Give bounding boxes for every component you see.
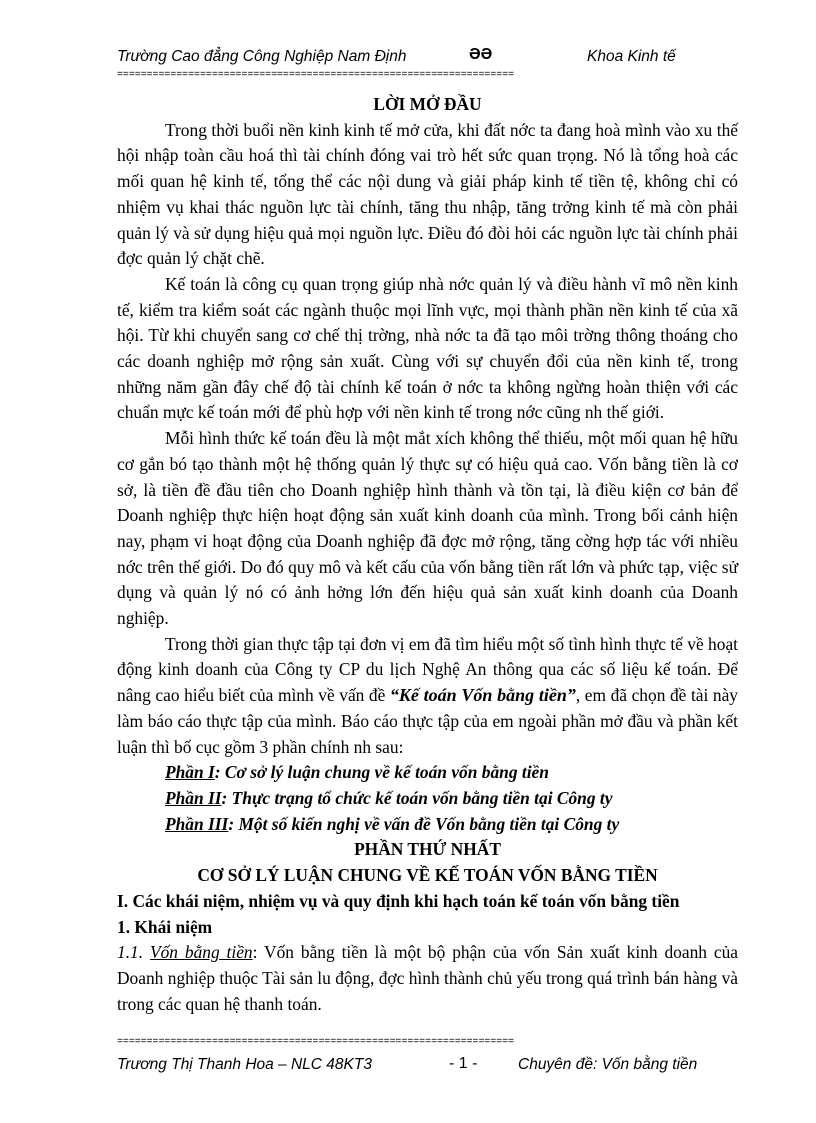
page-title: LỜI MỞ ĐẦU [373, 94, 482, 114]
page-footer [117, 1056, 717, 1078]
part-title: PHẦN THỨ NHẤT [354, 839, 501, 860]
subsection-heading: 1. Khái niệm [117, 916, 213, 937]
footer-topic: Chuyên đề: Vốn bằng tiền [518, 1056, 698, 1073]
header-department: Khoa Kinh tế [587, 48, 676, 65]
paragraph-3: Mỗi hình thức kế toán đều là một mắt xích không thể thiếu, một mối quan hệ hữu cơ gắn bó tạo thành một hệ thống quản lý thực sự có hiệu quả cao. Vốn bằng tiền là cơ sở, là tiền đề đầu tiên cho Doanh nghiệp hình thành và tồn tại, là điều kiện cơ bản để Doanh nghiệp thực hiện hoạt động sản xuất kinh doanh của mình. Trong bối cảnh hiện nay, phạm vi hoạt động của Doanh nghiệp đã đợc mở rộng, tăng cờng hợp tác với nhiều nớc trên thế giới. Do đó quy mô và kết cấu của vốn bằng tiền rất lớn và phức tạp, việc sử dụng và quản lý nó có ảnh hởng lớn đến hiệu quả sản xuất kinh doanh của Doanh nghiệp. [117, 428, 738, 629]
definition-term: Vốn bằng tiền [149, 942, 253, 963]
part-1: Phần I: Cơ sở lý luận chung về kế toán vốn bằng tiền [165, 762, 549, 783]
topic-emphasis: “Kế toán Vốn bằng tiền” [389, 685, 576, 706]
header-rule: =================================================================== [117, 70, 515, 80]
header-logo-icon: ƏƏ [469, 46, 493, 63]
footer-author: Trương Thị Thanh Hoa – NLC 48KT3 [117, 1056, 372, 1073]
part-3: Phần III: Một số kiến nghị về vấn đề Vốn bằng tiền tại Công ty [165, 813, 620, 834]
paragraph-1: Trong thời buổi nền kinh kinh tế mở cửa, khi đất nớc ta đang hoà mình vào xu thế hội nhập toàn cầu hoá thì tài chính đóng vai trò hết sức quan trọng. Nó là tổng hoà các mối quan hệ kinh tế, tổng thể các nội dung và giải pháp kinh tế tiền tệ, không chỉ có nhiệm vụ khai thác nguồn lực tài chính, tăng thu nhập, tăng trởng kinh tế mà còn phải quản lý và sử dụng hiệu quả mọi nguồn lực. Điều đó đòi hỏi các nguồn lực tài chính phải đợc quản lý chặt chẽ. [117, 119, 738, 269]
page-header [117, 48, 717, 70]
paragraph-2: Kế toán là công cụ quan trọng giúp nhà nớc quản lý và điều hành vĩ mô nền kinh tế, kiểm tra kiểm soát các ngành thuộc mọi lĩnh vực, mọi thành phần nền kinh tế của xã hội. Từ khi chuyển sang cơ chế thị trờng, nhà nớc ta đã tạo môi trờng thông thoáng cho các doanh nghiệp mở rộng sản xuất. Cùng với sự chuyển đổi của nền kinh tế, trong những năm gần đây chế độ tài chính kế toán ở nớc ta không ngừng hoàn thiện với các chuẩn mực kế toán mới để phù hợp với nền kinh tế trong nớc cũng nh thế giới. [117, 273, 738, 423]
part-2: Phần II: Thực trạng tổ chức kế toán vốn bằng tiền tại Công ty [165, 787, 613, 808]
definition-paragraph: 1.1. Vốn bằng tiền: Vốn bằng tiền là một bộ phận của vốn Sản xuất kinh doanh của Doanh nghiệp thuộc Tài sản lu động, đợc hình thành chủ yếu trong quá trình bán hàng và trong các quan hệ thanh toán. [117, 942, 738, 1014]
footer-rule: =================================================================== [117, 1037, 515, 1047]
paragraph-4: Trong thời gian thực tập tại đơn vị em đã tìm hiểu một số tình hình thực tế về hoạt động kinh doanh của Công ty CP du lịch Nghệ An thông qua các số liệu kế toán. Để nâng cao hiểu biết của mình về vấn đề “Kế toán Vốn bằng tiền”, em đã chọn đề tài này làm báo cáo thực tập của mình. Báo cáo thực tập của em ngoài phần mở đầu và phần kết luận thì bố cục gồm 3 phần chính nh sau: [117, 633, 739, 757]
page-number: - 1 - [449, 1055, 478, 1072]
part-subtitle: CƠ SỞ LÝ LUẬN CHUNG VỀ KẾ TOÁN VỐN BẰNG TIỀN [197, 865, 658, 886]
page-body [117, 92, 738, 1017]
section-heading: I. Các khái niệm, nhiệm vụ và quy định khi hạch toán kế toán vốn bằng tiền [117, 890, 680, 911]
header-school: Trường Cao đẳng Công Nghiệp Nam Định [117, 48, 407, 65]
